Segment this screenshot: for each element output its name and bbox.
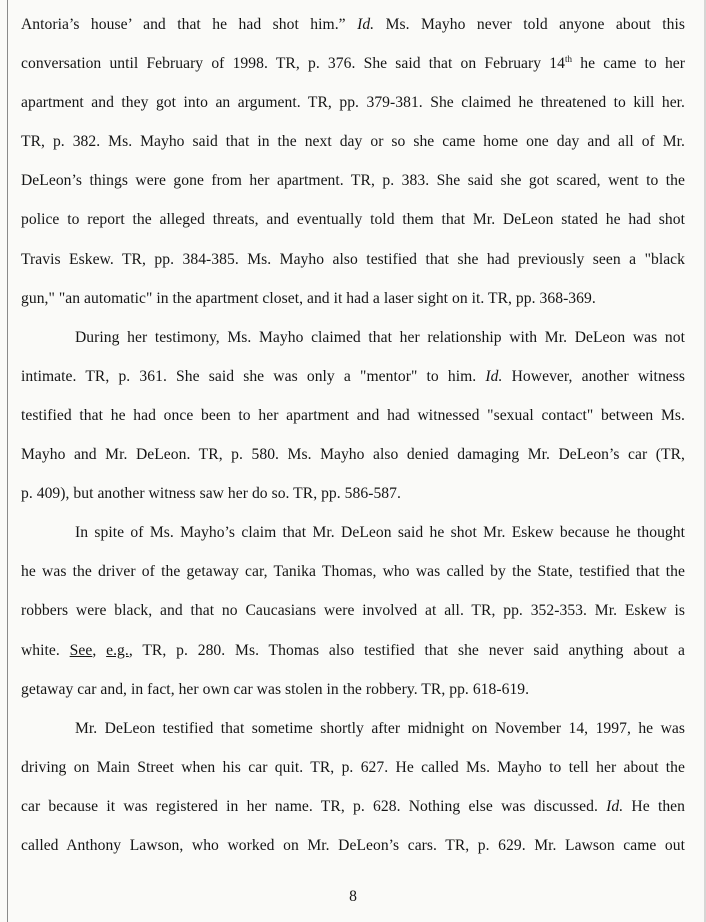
text-line: car because it was registered in her name. TR, p. 628. Nothing else was discussed. Id. He then xyxy=(21,797,685,815)
text-line: driving on Main Street when his car quit. TR, p. 627. He called Ms. Mayho to tell her about the xyxy=(21,758,685,776)
text-line: Mayho and Mr. DeLeon. TR, p. 580. Ms. Mayho also denied damaging Mr. DeLeon’s car (TR, xyxy=(21,446,685,464)
text-line: robbers were black, and that no Caucasians were involved at all. TR, pp. 352-353. Mr. Eskew is xyxy=(21,602,685,620)
text-line: During her testimony, Ms. Mayho claimed that her relationship with Mr. DeLeon was not xyxy=(75,328,685,346)
text-line: Antoria’s house’ and that he had shot him.” Id. Ms. Mayho never told anyone about this xyxy=(21,16,685,33)
text-line: gun," "an automatic" in the apartment closet, and it had a laser sight on it. TR, pp. 368-369. xyxy=(21,289,596,307)
page-number: 8 xyxy=(349,888,357,905)
text-line: In spite of Ms. Mayho’s claim that Mr. DeLeon said he shot Mr. Eskew because he thought xyxy=(75,524,685,542)
text-line: intimate. TR, p. 361. She said she was only a "mentor" to him. Id. However, another witness xyxy=(21,367,685,385)
text-line: conversation until February of 1998. TR, p. 376. She said that on February 14th he came to her xyxy=(21,53,686,73)
text-line: testified that he had once been to her apartment and had witnessed "sexual contact" between Ms. xyxy=(21,406,685,424)
text-line: Travis Eskew. TR, pp. 384-385. Ms. Mayho also testified that she had previously seen a "black xyxy=(21,250,685,268)
left-margin-rule xyxy=(7,0,8,922)
text-line: getaway car and, in fact, her own car was stolen in the robbery. TR, pp. 618-619. xyxy=(21,680,530,698)
text-line: TR, p. 382. Ms. Mayho said that in the next day or so she came home one day and all of Mr. xyxy=(21,133,685,151)
text-line: apartment and they got into an argument. TR, pp. 379-381. She claimed he threatened to kill her. xyxy=(21,94,685,112)
text-line: white. See, e.g., TR, p. 280. Ms. Thomas also testified that she never said anything about a xyxy=(21,641,686,659)
body-text xyxy=(21,5,685,865)
text-line: police to report the alleged threats, and eventually told them that Mr. DeLeon stated he had shot xyxy=(21,211,685,229)
text-line: he was the driver of the getaway car, Tanika Thomas, who was called by the State, testified that the xyxy=(21,563,685,581)
text-line: DeLeon’s things were gone from her apartment. TR, p. 383. She said she got scared, went to the xyxy=(21,172,685,190)
text-line: p. 409), but another witness saw her do so. TR, pp. 586-587. xyxy=(21,485,401,503)
text-line: called Anthony Lawson, who worked on Mr. DeLeon’s cars. TR, p. 629. Mr. Lawson came out xyxy=(21,836,685,854)
text-line: Mr. DeLeon testified that sometime shortly after midnight on November 14, 1997, he was xyxy=(75,719,685,737)
